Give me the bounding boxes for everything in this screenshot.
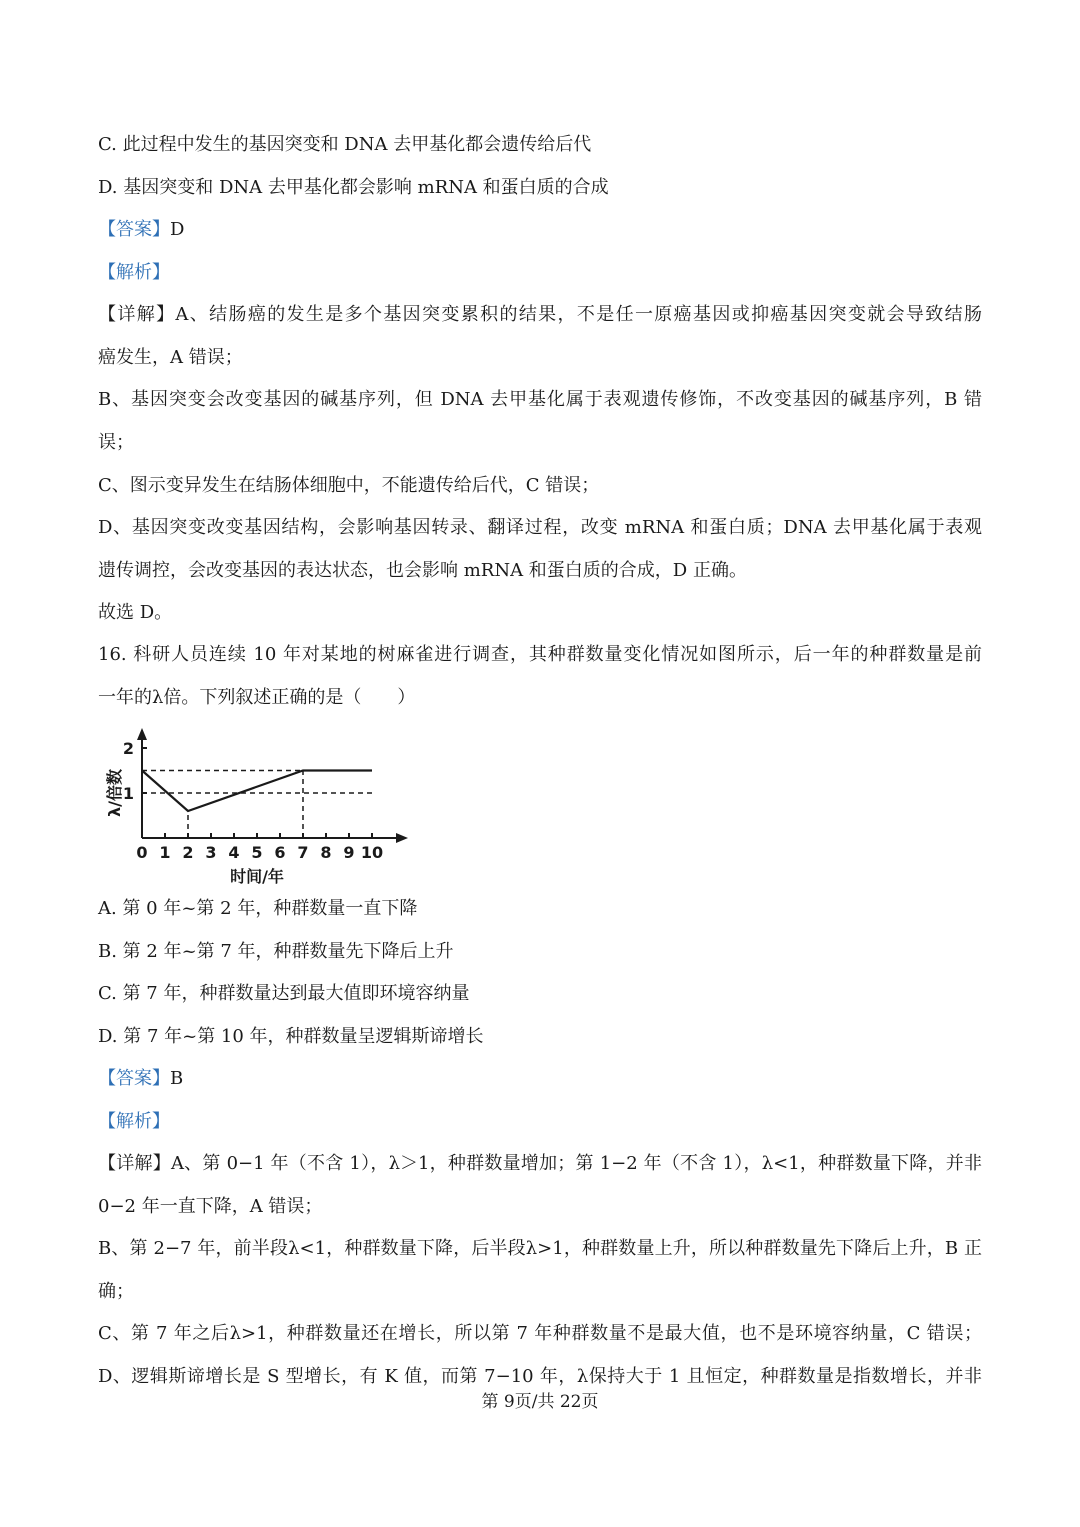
x-axis-arrow — [396, 833, 408, 843]
detail2-a-cont: 0−2 年一直下降，A 错误； — [98, 1196, 323, 1217]
y-tick-label: 1 — [122, 784, 134, 803]
option-b: B. 第 2 年~第 7 年，种群数量先下降后上升 — [98, 941, 454, 962]
lambda-chart — [98, 728, 418, 888]
option-c: C. 第 7 年，种群数量达到最大值即环境容纳量 — [98, 983, 470, 1004]
detail2-b: B、第 2−7 年，前半段λ<1，种群数量下降，后半段λ>1，种群数量上升，所以种群数量先下降后上升，B 正 — [98, 1238, 982, 1259]
detail-tag: 【详解】 — [98, 304, 176, 325]
x-axis-label: 时间/年 — [230, 867, 284, 886]
detail2-d: D、逻辑斯谛增长是 S 型增长，有 K 值，而第 7−10 年，λ保持大于 1 且恒定，种群数量是指数增长，并非 — [98, 1366, 982, 1387]
x-tick-label: 2 — [182, 843, 194, 862]
x-tick-label: 6 — [274, 843, 286, 862]
detail-a — [98, 303, 982, 327]
analysis-tag-2: 【解析】 — [98, 1111, 170, 1132]
answer-value: D — [170, 219, 185, 240]
detail-d: D、基因突变改变基因结构，会影响基因转录、翻译过程，改变 mRNA 和蛋白质；DNA 去甲基化属于表观 — [98, 517, 982, 538]
x-tick-label: 9 — [343, 843, 355, 862]
detail-d-cont: 遗传调控，会改变基因的表达状态，也会影响 mRNA 和蛋白质的合成，D 正确。 — [98, 560, 747, 581]
x-tick-label: 3 — [205, 843, 217, 862]
detail-a-cont: 癌发生，A 错误； — [98, 347, 243, 368]
detail2-a — [98, 1152, 982, 1176]
lambda-chart-svg — [98, 728, 418, 888]
detail-b: B、基因突变会改变基因的碱基序列，但 DNA 去甲基化属于表观遗传修饰，不改变基因的碱基序列，B 错 — [98, 389, 982, 410]
x-tick-label: 7 — [297, 843, 309, 862]
conclusion: 故选 D。 — [98, 602, 173, 623]
answer-value-2: B — [170, 1068, 184, 1089]
option-d-prev: D. 基因突变和 DNA 去甲基化都会影响 mRNA 和蛋白质的合成 — [98, 177, 609, 198]
detail-a-text: A、结肠癌的发生是多个基因突变累积的结果，不是任一原癌基因或抑癌基因突变就会导致结肠 — [175, 304, 982, 325]
detail2-a-text: A、第 0−1 年（不含 1），λ＞1，种群数量增加；第 1−2 年（不含 1），λ<1，种群数量下降，并非 — [170, 1153, 982, 1174]
y-tick-label: 2 — [122, 739, 134, 758]
question-16-cont: 一年的λ倍。下列叙述正确的是（ ） — [98, 687, 416, 708]
option-c-prev: C. 此过程中发生的基因突变和 DNA 去甲基化都会遗传给后代 — [98, 134, 592, 155]
x-tick-label: 4 — [228, 843, 240, 862]
detail-b-cont: 误； — [98, 432, 134, 453]
detail-c: C、图示变异发生在结肠体细胞中，不能遗传给后代，C 错误； — [98, 475, 600, 496]
answer-line-2 — [98, 1067, 183, 1091]
analysis-tag: 【解析】 — [98, 262, 170, 283]
detail2-c: C、第 7 年之后λ>1，种群数量还在增长，所以第 7 年种群数量不是最大值，也不是环境容纳量，C 错误； — [98, 1323, 982, 1344]
answer-line-1 — [98, 218, 184, 242]
x-tick-label: 10 — [360, 843, 384, 862]
answer-tag-2: 【答案】 — [98, 1068, 170, 1089]
x-tick-label: 5 — [251, 843, 263, 862]
question-16: 16. 科研人员连续 10 年对某地的树麻雀进行调查，其种群数量变化情况如图所示，后一年的种群数量是前 — [98, 644, 982, 665]
answer-tag: 【答案】 — [98, 219, 170, 240]
y-axis-label: λ/倍数 — [105, 769, 124, 817]
detail2-tag: 【详解】 — [98, 1153, 171, 1174]
x-tick-label: 1 — [159, 843, 171, 862]
y-axis-arrow — [137, 728, 147, 740]
page-footer: 第 9页/共 22页 — [481, 1392, 599, 1412]
x-tick-label: 8 — [320, 843, 332, 862]
option-d: D. 第 7 年~第 10 年，种群数量呈逻辑斯谛增长 — [98, 1026, 484, 1047]
x-tick-label: 0 — [136, 843, 148, 862]
option-a: A. 第 0 年~第 2 年，种群数量一直下降 — [98, 898, 418, 919]
lambda-series-line — [142, 771, 372, 812]
detail2-b-cont: 确； — [98, 1281, 134, 1302]
